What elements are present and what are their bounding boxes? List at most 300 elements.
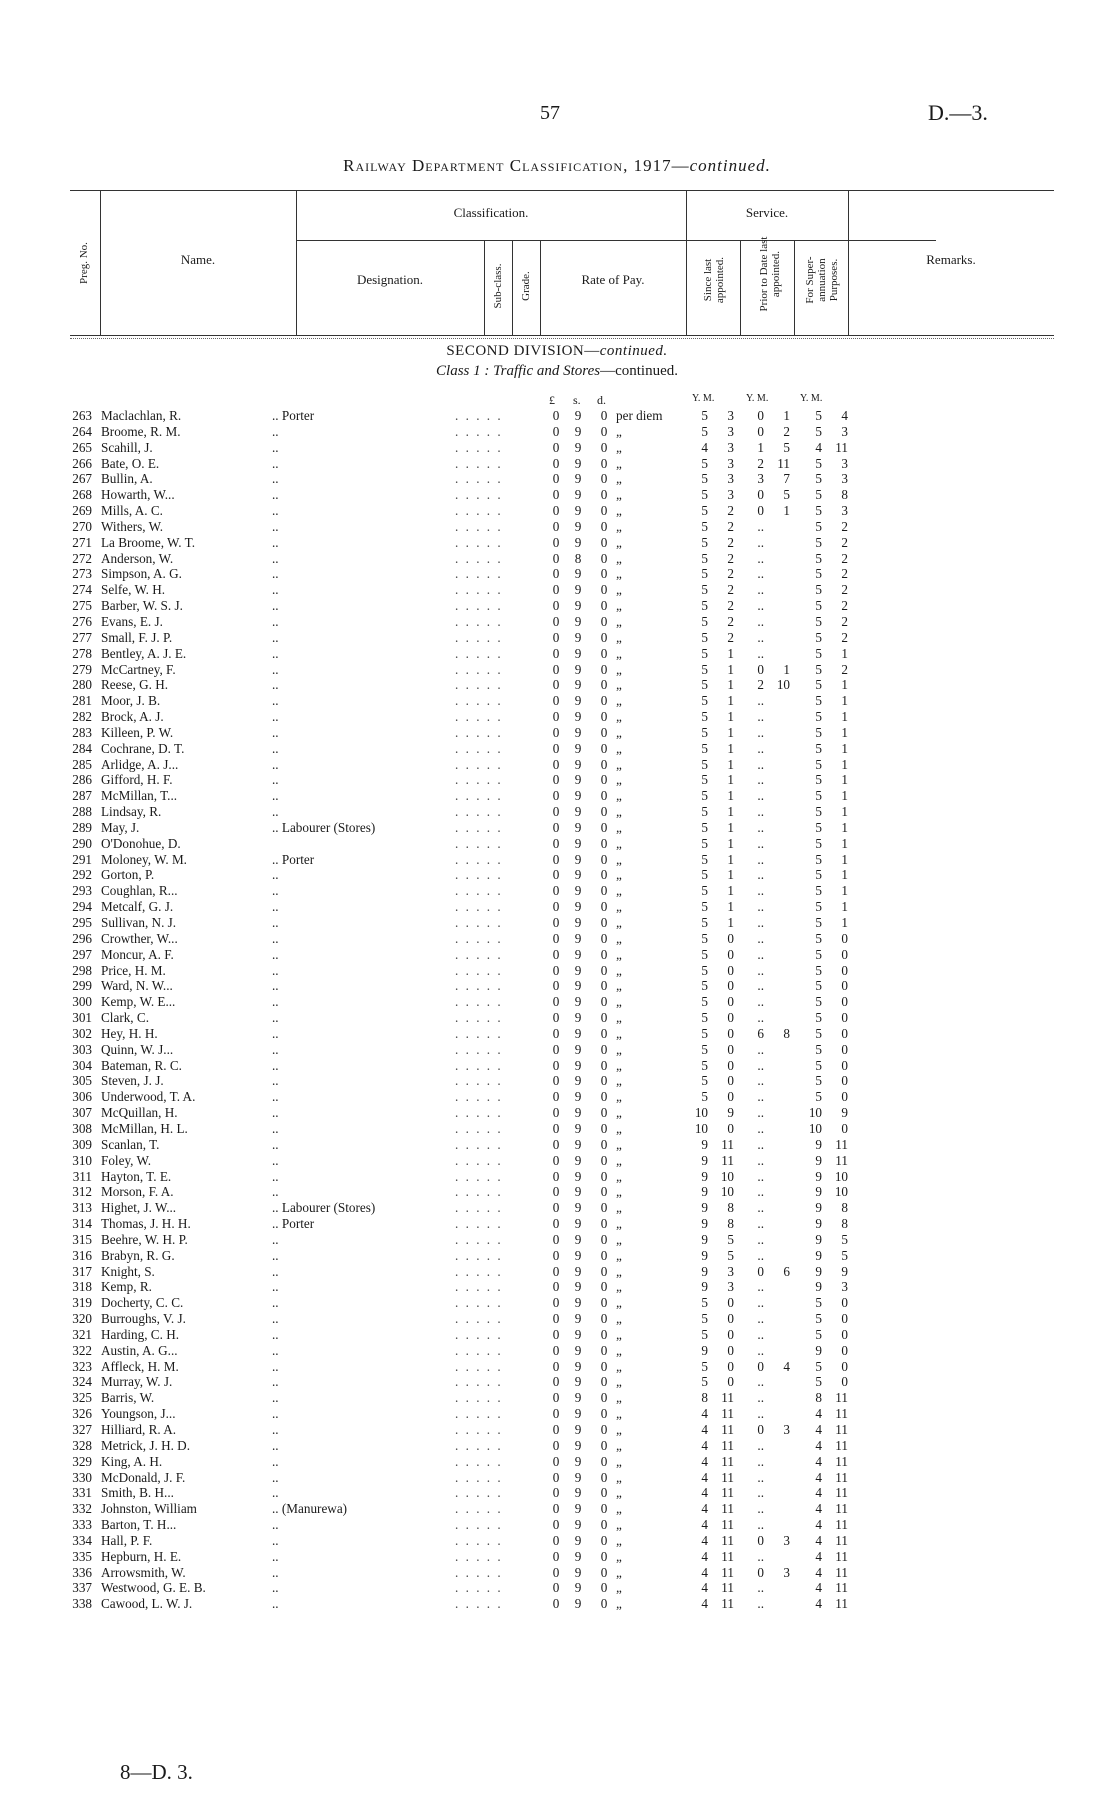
pay-period: „: [616, 1311, 622, 1327]
employee-name: Cawood, L. W. J.: [101, 1596, 193, 1612]
super-years: 5: [815, 851, 822, 867]
leader-dots: . . . . .: [455, 487, 503, 503]
since-months: 11: [721, 1152, 734, 1168]
pay-period: „: [616, 772, 622, 788]
pay-pounds: 0: [552, 661, 560, 677]
prior-years: 0: [757, 423, 764, 439]
pay-pounds: 0: [552, 1105, 560, 1121]
table-row: [0, 1533, 1114, 1549]
table-row: [0, 1438, 1114, 1454]
reg-number: 301: [72, 1010, 92, 1026]
super-months: 4: [841, 408, 848, 423]
super-years: 4: [815, 1564, 822, 1580]
leader-dots: . . . . .: [455, 1517, 503, 1533]
pay-shillings: 9: [574, 962, 582, 978]
pay-shillings: 9: [574, 1580, 582, 1596]
since-years: 5: [701, 740, 708, 756]
pay-period: „: [616, 487, 622, 503]
pay-pounds: 0: [552, 1184, 560, 1200]
super-years: 9: [815, 1184, 822, 1200]
leader-dots: . . . . .: [455, 1105, 503, 1121]
reg-number: 266: [72, 455, 92, 471]
pay-pence: 0: [600, 804, 608, 820]
designation: ..: [272, 883, 279, 899]
prior-months: 3: [783, 1532, 790, 1548]
super-years: 5: [815, 1358, 822, 1374]
employee-name: Maclachlan, R.: [101, 408, 182, 423]
pay-shillings: 9: [574, 1216, 582, 1232]
super-months: 0: [841, 978, 848, 994]
since-years: 5: [701, 661, 708, 677]
leader-dots: . . . . .: [455, 883, 503, 899]
leader-dots: . . . . .: [455, 1326, 503, 1342]
designation: ..: [272, 423, 279, 439]
since-years: 5: [701, 930, 708, 946]
since-years: 5: [701, 946, 708, 962]
pay-period: „: [616, 1390, 622, 1406]
super-years: 5: [815, 582, 822, 598]
leader-dots: . . . . .: [455, 693, 503, 709]
table-row: [0, 1232, 1114, 1248]
super-months: 11: [835, 1469, 848, 1485]
super-months: 0: [841, 1295, 848, 1311]
prior-years: ..: [757, 1089, 764, 1105]
pay-pounds: 0: [552, 1231, 560, 1247]
pay-period: per diem: [616, 408, 663, 423]
pay-shillings: 9: [574, 1390, 582, 1406]
pay-shillings: 9: [574, 677, 582, 693]
table-row: [0, 883, 1114, 899]
since-months: 11: [721, 1532, 734, 1548]
since-years: 5: [701, 899, 708, 915]
table-row: [0, 1121, 1114, 1137]
leader-dots: . . . . .: [455, 1485, 503, 1501]
pay-shillings: 9: [574, 1168, 582, 1184]
leader-dots: . . . . .: [455, 1041, 503, 1057]
super-years: 5: [815, 598, 822, 614]
designation: .. Porter: [272, 851, 315, 867]
leader-dots: . . . . .: [455, 1152, 503, 1168]
pay-period: „: [616, 1469, 622, 1485]
designation: ..: [272, 1041, 279, 1057]
prior-months: 1: [783, 408, 790, 423]
leader-dots: . . . . .: [455, 724, 503, 740]
employee-name: Beehre, W. H. P.: [101, 1231, 188, 1247]
designation: ..: [272, 724, 279, 740]
super-months: 0: [841, 1073, 848, 1089]
employee-name: Harding, C. H.: [101, 1326, 180, 1342]
leader-dots: . . . . .: [455, 851, 503, 867]
designation: .. Labourer (Stores): [272, 1200, 376, 1216]
pay-pounds: 0: [552, 1342, 560, 1358]
leader-dots: . . . . .: [455, 408, 503, 423]
pay-period: „: [616, 1422, 622, 1437]
title-main: Railway Department Classification, 1917—: [343, 156, 690, 175]
leader-dots: . . . . .: [455, 1184, 503, 1200]
unit-pounds: £: [549, 393, 555, 407]
since-months: 1: [727, 677, 734, 693]
pay-period: „: [616, 1342, 622, 1358]
since-years: 5: [701, 978, 708, 994]
since-months: 3: [727, 487, 734, 503]
reg-number: 291: [72, 851, 92, 867]
super-months: 11: [835, 1517, 848, 1533]
prior-years: ..: [757, 1216, 764, 1232]
pay-pounds: 0: [552, 740, 560, 756]
pay-period: „: [616, 994, 622, 1010]
since-years: 4: [701, 1453, 708, 1469]
reg-number: 280: [72, 677, 92, 693]
pay-pounds: 0: [552, 709, 560, 725]
pay-shillings: 9: [574, 534, 582, 550]
pay-period: „: [616, 439, 622, 455]
prior-years: ..: [757, 1168, 764, 1184]
since-years: 5: [701, 598, 708, 614]
employee-name: Kemp, R.: [101, 1279, 152, 1295]
reg-number: 316: [72, 1247, 92, 1263]
pay-period: „: [616, 851, 622, 867]
leader-dots: . . . . .: [455, 867, 503, 883]
reg-number: 302: [72, 1025, 92, 1041]
employee-name: Youngson, J...: [101, 1406, 176, 1422]
since-months: 1: [727, 709, 734, 725]
pay-period: „: [616, 1279, 622, 1295]
super-years: 5: [815, 645, 822, 661]
table-row: [0, 1422, 1114, 1438]
since-months: 11: [721, 1564, 734, 1580]
table-row: [0, 456, 1114, 472]
reg-number: 297: [72, 946, 92, 962]
employee-name: Price, H. M.: [101, 962, 166, 978]
since-months: 0: [727, 978, 734, 994]
super-months: 2: [841, 613, 848, 629]
pay-pounds: 0: [552, 915, 560, 930]
pay-shillings: 9: [574, 1501, 582, 1517]
pay-shillings: 9: [574, 613, 582, 629]
super-years: 5: [815, 1374, 822, 1390]
table-row: [0, 788, 1114, 804]
pay-pence: 0: [600, 978, 608, 994]
table-row: [0, 1390, 1114, 1406]
prior-years: ..: [757, 1200, 764, 1216]
reg-number: 334: [72, 1532, 92, 1548]
pay-shillings: 9: [574, 693, 582, 709]
pay-shillings: 9: [574, 1105, 582, 1121]
prior-years: 0: [757, 1564, 764, 1580]
since-months: 3: [727, 455, 734, 471]
prior-months: 10: [776, 677, 790, 693]
pay-period: „: [616, 1485, 622, 1501]
pay-pounds: 0: [552, 1374, 560, 1390]
designation: ..: [272, 566, 279, 582]
super-years: 5: [815, 1073, 822, 1089]
since-years: 5: [701, 1025, 708, 1041]
pay-period: „: [616, 566, 622, 582]
designation: ..: [272, 1295, 279, 1311]
pay-pence: 0: [600, 1295, 608, 1311]
table-row: [0, 535, 1114, 551]
pay-pounds: 0: [552, 883, 560, 899]
since-years: 5: [701, 819, 708, 835]
pay-pence: 0: [600, 819, 608, 835]
super-years: 4: [815, 1406, 822, 1422]
pay-period: „: [616, 1200, 622, 1216]
designation: ..: [272, 1374, 279, 1390]
prior-years: ..: [757, 994, 764, 1010]
designation: ..: [272, 1184, 279, 1200]
pay-pounds: 0: [552, 1406, 560, 1422]
since-months: 5: [727, 1231, 734, 1247]
reg-number: 310: [72, 1152, 92, 1168]
employee-name: Scahill, J.: [101, 439, 153, 455]
designation: ..: [272, 1010, 279, 1026]
pay-shillings: 9: [574, 1089, 582, 1105]
table-row: [0, 1169, 1114, 1185]
since-months: 11: [721, 1453, 734, 1469]
leader-dots: . . . . .: [455, 1390, 503, 1406]
pay-period: „: [616, 867, 622, 883]
pay-shillings: 9: [574, 804, 582, 820]
pay-shillings: 9: [574, 851, 582, 867]
prior-years: ..: [757, 1120, 764, 1136]
pay-period: „: [616, 1437, 622, 1453]
pay-period: „: [616, 582, 622, 598]
since-years: 5: [701, 423, 708, 439]
pay-pence: 0: [600, 1184, 608, 1200]
pay-pence: 0: [600, 1517, 608, 1533]
prior-years: ..: [757, 788, 764, 804]
prior-months: 4: [783, 1358, 790, 1374]
super-years: 5: [815, 487, 822, 503]
header-grade: Grade.: [520, 271, 532, 301]
super-years: 4: [815, 1485, 822, 1501]
unit-pence: d.: [597, 393, 606, 407]
designation: ..: [272, 1437, 279, 1453]
designation: ..: [272, 804, 279, 820]
prior-years: 0: [757, 1263, 764, 1279]
pay-pence: 0: [600, 1279, 608, 1295]
table-row: [0, 994, 1114, 1010]
super-months: 1: [841, 915, 848, 930]
pay-shillings: 8: [574, 550, 582, 566]
leader-dots: . . . . .: [455, 677, 503, 693]
class-italic: Traffic and Stores: [493, 363, 601, 379]
pay-pence: 0: [600, 946, 608, 962]
since-years: 9: [701, 1184, 708, 1200]
employee-name: Bate, O. E.: [101, 455, 160, 471]
pay-pence: 0: [600, 1453, 608, 1469]
pay-period: „: [616, 534, 622, 550]
pay-pence: 0: [600, 1342, 608, 1358]
pay-pence: 0: [600, 1010, 608, 1026]
pay-pounds: 0: [552, 598, 560, 614]
pay-pounds: 0: [552, 455, 560, 471]
leader-dots: . . . . .: [455, 645, 503, 661]
super-years: 5: [815, 994, 822, 1010]
leader-dots: . . . . .: [455, 1501, 503, 1517]
pay-pence: 0: [600, 408, 608, 423]
pay-pounds: 0: [552, 677, 560, 693]
pay-pounds: 0: [552, 756, 560, 772]
leader-dots: . . . . .: [455, 946, 503, 962]
employee-name: Mills, A. C.: [101, 503, 163, 519]
since-years: 5: [701, 487, 708, 503]
prior-years: ..: [757, 550, 764, 566]
pay-pence: 0: [600, 962, 608, 978]
super-months: 0: [841, 962, 848, 978]
pay-period: „: [616, 629, 622, 645]
designation: ..: [272, 1057, 279, 1073]
super-years: 5: [815, 1041, 822, 1057]
prior-years: ..: [757, 1485, 764, 1501]
since-years: 4: [701, 1517, 708, 1533]
since-months: 11: [721, 1136, 734, 1152]
table-row: [0, 408, 1114, 424]
prior-years: ..: [757, 1390, 764, 1406]
prior-years: ..: [757, 1374, 764, 1390]
reg-number: 263: [72, 408, 92, 423]
since-years: 5: [701, 1089, 708, 1105]
header-service: Service.: [745, 205, 789, 220]
reg-number: 289: [72, 819, 92, 835]
pay-pence: 0: [600, 550, 608, 566]
since-years: 5: [701, 503, 708, 519]
pay-pence: 0: [600, 1485, 608, 1501]
since-years: 5: [701, 883, 708, 899]
since-months: 1: [727, 788, 734, 804]
super-months: 0: [841, 994, 848, 1010]
since-months: 0: [727, 946, 734, 962]
reg-number: 265: [72, 439, 92, 455]
prior-years: ..: [757, 1057, 764, 1073]
super-years: 5: [815, 661, 822, 677]
since-months: 1: [727, 804, 734, 820]
super-years: 9: [815, 1231, 822, 1247]
table-row: [0, 978, 1114, 994]
since-years: 5: [701, 518, 708, 534]
class-lead: Class 1 :: [436, 363, 490, 379]
prior-years: ..: [757, 566, 764, 582]
super-months: 1: [841, 867, 848, 883]
header-designation: Designation.: [356, 272, 424, 287]
leader-dots: . . . . .: [455, 1453, 503, 1469]
super-months: 9: [841, 1263, 848, 1279]
prior-months: 6: [783, 1263, 790, 1279]
super-years: 4: [815, 1580, 822, 1596]
super-months: 11: [835, 1532, 848, 1548]
section-main: SECOND DIVISION—: [446, 343, 600, 359]
pay-shillings: 9: [574, 645, 582, 661]
table-row: [0, 677, 1114, 693]
pay-shillings: 9: [574, 1548, 582, 1564]
since-years: 5: [701, 613, 708, 629]
table-row: [0, 519, 1114, 535]
leader-dots: . . . . .: [455, 534, 503, 550]
table-row: [0, 1279, 1114, 1295]
table-row: [0, 915, 1114, 931]
super-months: 3: [841, 503, 848, 519]
pay-period: „: [616, 1247, 622, 1263]
pay-pence: 0: [600, 709, 608, 725]
since-months: 0: [727, 1311, 734, 1327]
table-row: [0, 820, 1114, 836]
pay-period: „: [616, 423, 622, 439]
super-months: 11: [835, 439, 848, 455]
pay-period: „: [616, 1010, 622, 1026]
super-months: 3: [841, 423, 848, 439]
pay-period: „: [616, 503, 622, 519]
pay-shillings: 9: [574, 1041, 582, 1057]
designation: ..: [272, 1136, 279, 1152]
super-years: 4: [815, 439, 822, 455]
pay-period: „: [616, 1168, 622, 1184]
since-years: 5: [701, 724, 708, 740]
super-months: 1: [841, 756, 848, 772]
pay-pence: 0: [600, 724, 608, 740]
super-months: 11: [835, 1596, 848, 1612]
super-years: 5: [815, 740, 822, 756]
pay-pounds: 0: [552, 1326, 560, 1342]
since-months: 0: [727, 1342, 734, 1358]
leader-dots: . . . . .: [455, 1532, 503, 1548]
super-years: 5: [815, 930, 822, 946]
employee-name: Kemp, W. E...: [101, 994, 176, 1010]
header-subclass: Sub-class.: [492, 263, 504, 309]
table-row: [0, 1264, 1114, 1280]
since-months: 2: [727, 518, 734, 534]
prior-years: ..: [757, 1453, 764, 1469]
pay-period: „: [616, 740, 622, 756]
table-row: [0, 836, 1114, 852]
table-row: [0, 1216, 1114, 1232]
employee-name: Highet, J. W...: [101, 1200, 177, 1216]
since-months: 0: [727, 1374, 734, 1390]
pay-period: „: [616, 1041, 622, 1057]
employee-name: Sullivan, N. J.: [101, 915, 177, 930]
leader-dots: . . . . .: [455, 1073, 503, 1089]
pay-pence: 0: [600, 1152, 608, 1168]
pay-pence: 0: [600, 693, 608, 709]
employee-name: Moncur, A. F.: [101, 946, 174, 962]
pay-pounds: 0: [552, 1216, 560, 1232]
designation: ..: [272, 1580, 279, 1596]
since-years: 5: [701, 677, 708, 693]
super-months: 0: [841, 1089, 848, 1105]
pay-shillings: 9: [574, 819, 582, 835]
leader-dots: . . . . .: [455, 1247, 503, 1263]
pay-pounds: 0: [552, 772, 560, 788]
class-tail: —continued.: [600, 363, 678, 379]
pay-pence: 0: [600, 518, 608, 534]
prior-years: ..: [757, 899, 764, 915]
pay-pence: 0: [600, 1437, 608, 1453]
reg-number: 333: [72, 1517, 92, 1533]
leader-dots: . . . . .: [455, 1295, 503, 1311]
prior-years: 0: [757, 408, 764, 423]
table-row: [0, 1295, 1114, 1311]
pay-period: „: [616, 1136, 622, 1152]
pay-period: „: [616, 471, 622, 487]
leader-dots: . . . . .: [455, 503, 503, 519]
pay-period: „: [616, 598, 622, 614]
designation: ..: [272, 1390, 279, 1406]
reg-number: 326: [72, 1406, 92, 1422]
pay-pence: 0: [600, 1263, 608, 1279]
pay-pounds: 0: [552, 1564, 560, 1580]
super-months: 1: [841, 835, 848, 851]
table-row: [0, 614, 1114, 630]
since-years: 4: [701, 1422, 708, 1437]
